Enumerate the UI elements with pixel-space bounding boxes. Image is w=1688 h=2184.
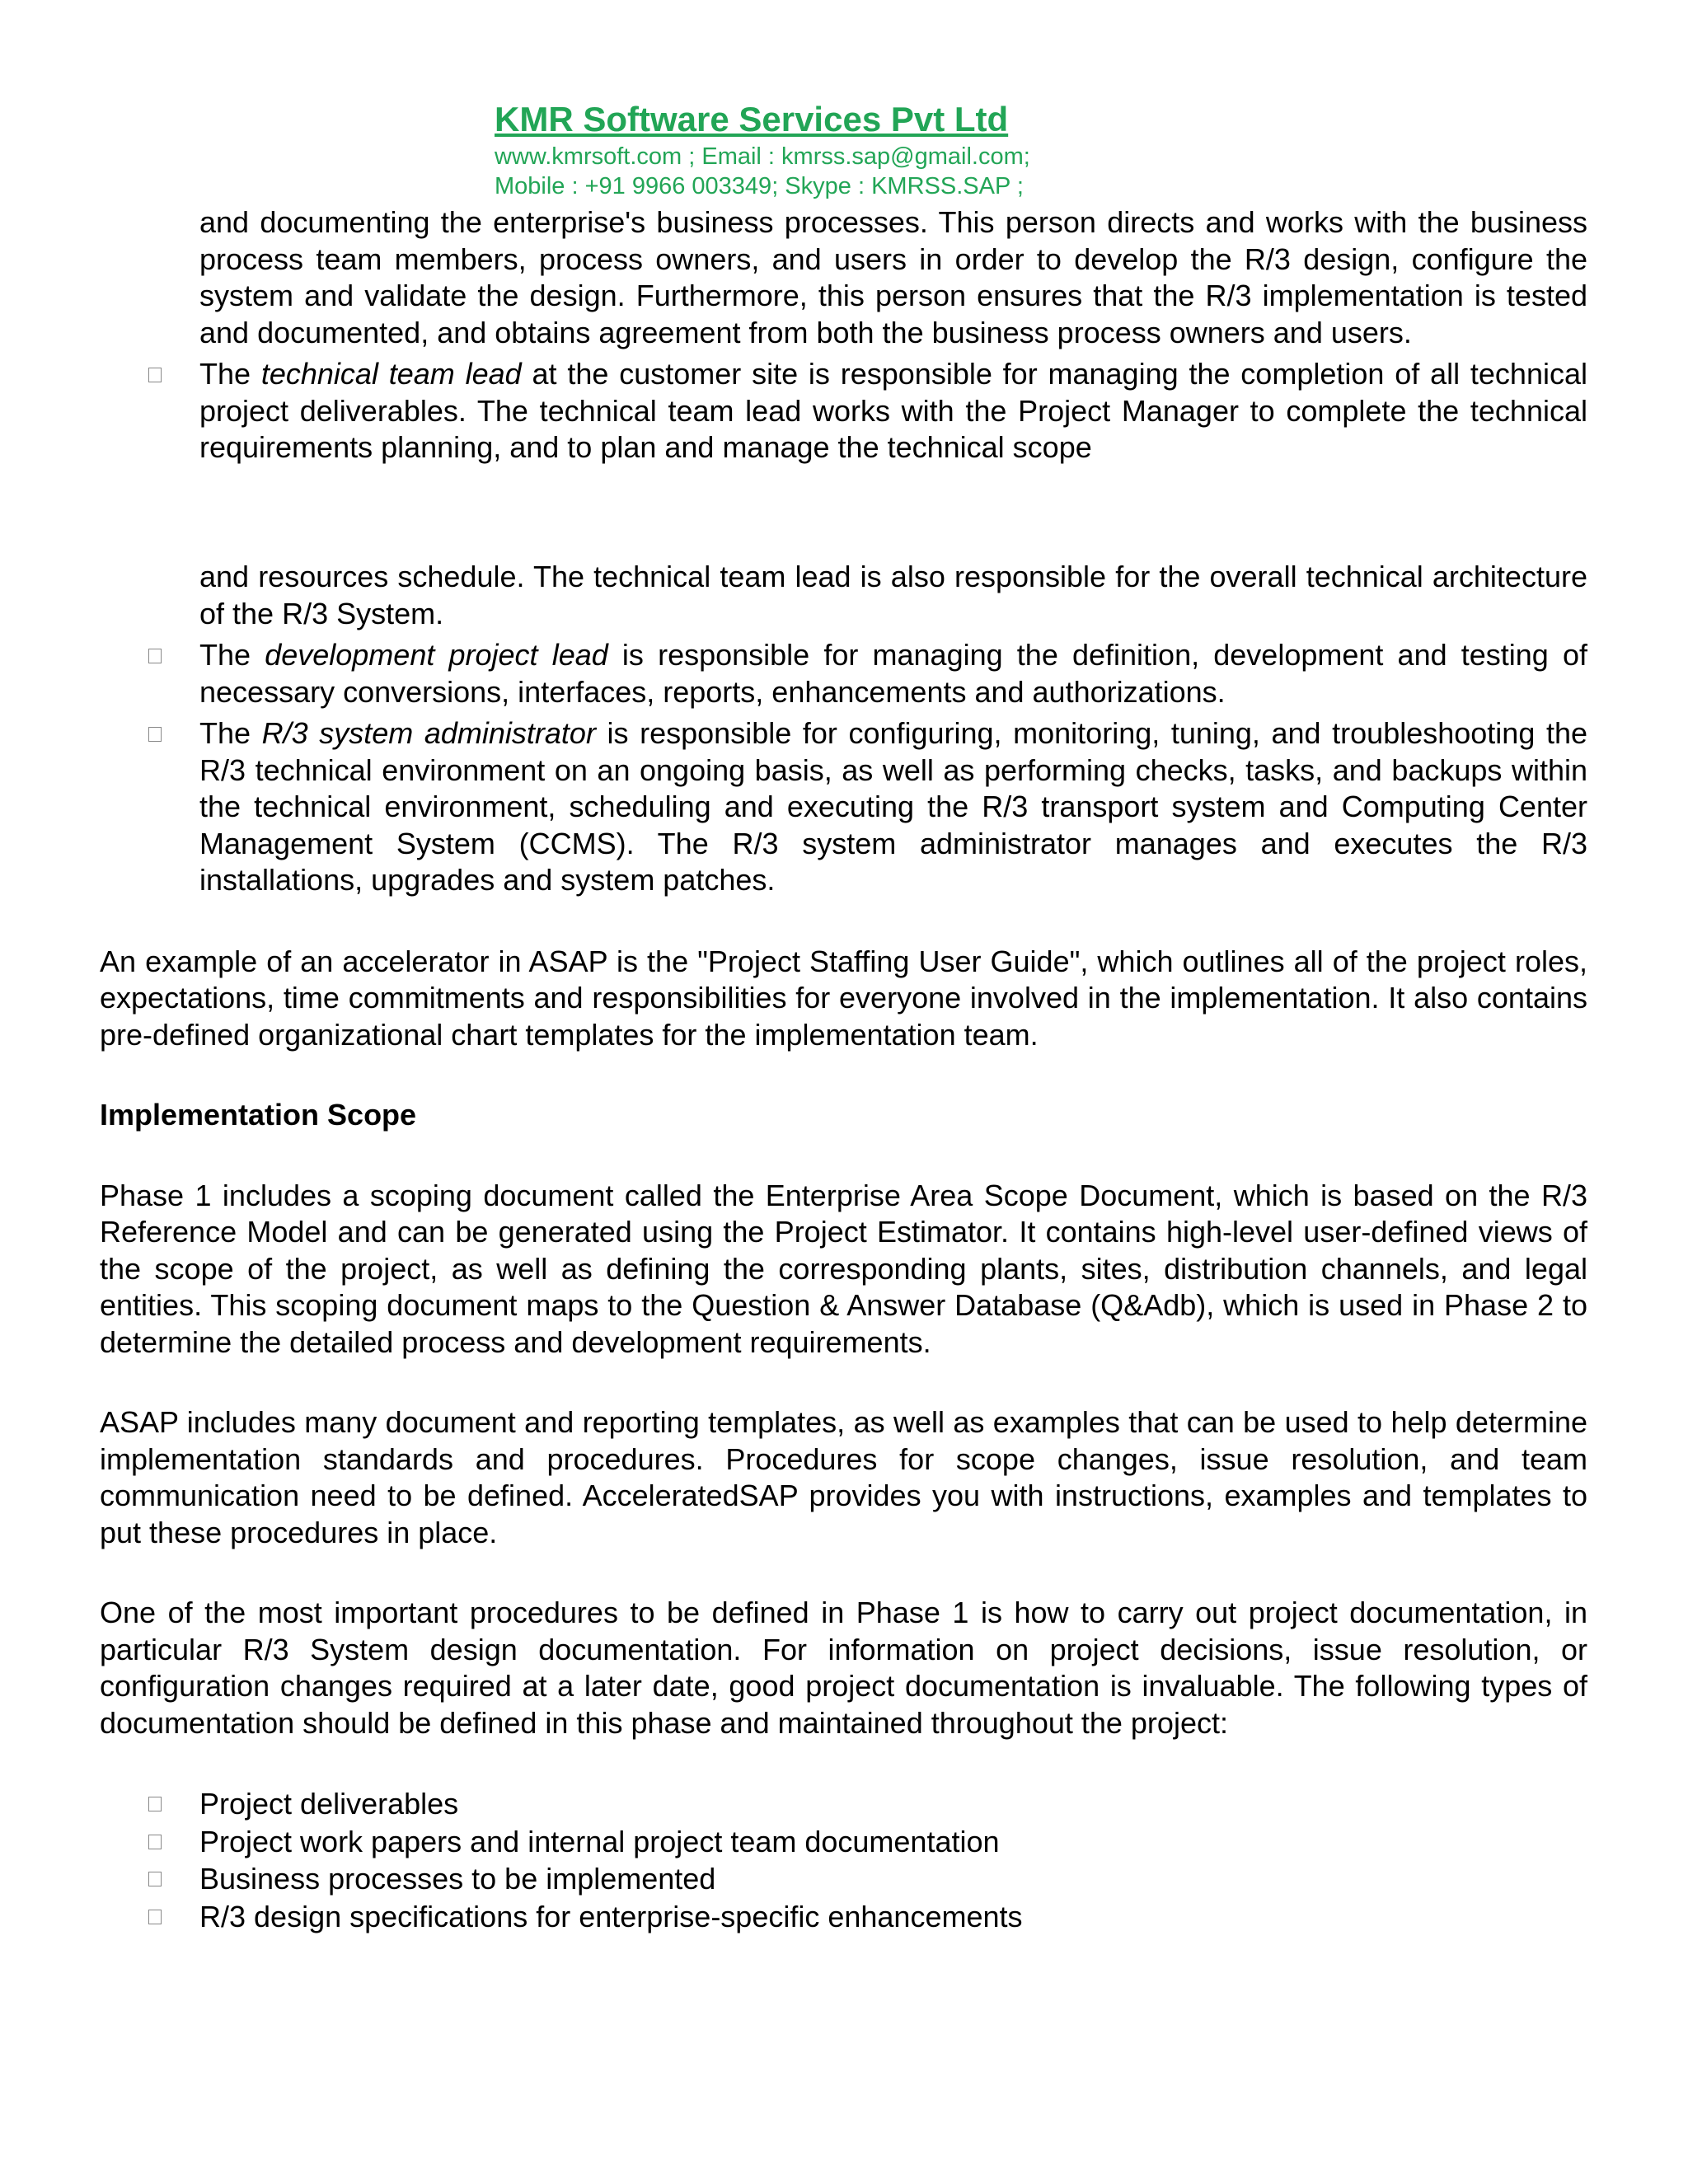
- process-lead-continuation: and documenting the enterprise's business processes. This person directs and works with the business process team members, process owners, and users in order to develop the R/3 design, configure the system and validate the design. Furthermore, this person ensures that the R/3 implementation is tested and documented, and obtains agreement from both the business process owners and users.: [199, 205, 1587, 349]
- list-item: Project deliverables: [199, 1785, 1587, 1823]
- documentation-paragraph: One of the most important procedures to be defined in Phase 1 is how to carry out project documentation, in particular R/3 System design documentation. For information on project decisions, issue resolution, or configuration changes required at a later date, good project documentation is invaluable. The following types of documentation should be defined in this phase and maintained throughout the project:: [100, 1596, 1587, 1740]
- roles-section-top: [100, 204, 1587, 466]
- system-administrator-paragraph: The R/3 system administrator is responsible for configuring, monitoring, tuning, and troubleshooting the R/3 technical environment on an ongoing basis, as well as performing checks, tasks, and backups within the technical environment, scheduling and executing the R/3 transport system and Computing Center Management System (CCMS). The R/3 system administrator manages and executes the R/3 installations, upgrades and system patches.: [199, 716, 1587, 897]
- list-item: [199, 637, 1587, 710]
- section-heading: Implementation Scope: [100, 1098, 417, 1132]
- role-development-project-lead: development project lead: [265, 638, 608, 672]
- role-r3-system-administrator: R/3 system administrator: [261, 716, 596, 750]
- roles-section-bottom: [100, 559, 1587, 1935]
- contact-phone-skype: Mobile : +91 9966 003349; Skype : KMRSS.SAP ;: [495, 173, 1024, 199]
- company-name: KMR Software Services Pvt Ltd: [495, 100, 1009, 138]
- letterhead: [495, 97, 1030, 201]
- phase1-paragraph: Phase 1 includes a scoping document called the Enterprise Area Scope Document, which is based on the R/3 Reference Model and can be generated using the Project Estimator. It contains high-level user-defined views of the scope of the project, as well as defining the corresponding plants, sites, distribution channels, and legal entities. This scoping document maps to the Question & Answer Database (Q&Adb), which is used in Phase 2 to determine the detailed process and development requirements.: [100, 1178, 1587, 1359]
- list-item: Business processes to be implemented: [199, 1860, 1587, 1898]
- list-item: [199, 715, 1587, 899]
- role-technical-team-lead: technical team lead: [260, 357, 522, 391]
- bullet-icon: [148, 1872, 162, 1886]
- bullet-icon: [148, 1835, 162, 1849]
- asap-templates-paragraph: ASAP includes many document and reporting templates, as well as examples that can be used to help determine implementation standards and procedures. Procedures for scope changes, issue resolution, and team communication need to be defined. AcceleratedSAP provides you with instructions, examples and templates to put these procedures in place.: [100, 1405, 1587, 1549]
- accelerator-paragraph: An example of an accelerator in ASAP is the "Project Staffing User Guide", which outlines all of the project roles, expectations, time commitments and responsibilities for everyone involved in the implementation. It also contains pre-defined organizational chart templates for the implementation team.: [100, 944, 1587, 1052]
- bullet-icon: [148, 649, 162, 663]
- documentation-types-list: [100, 1785, 1587, 1935]
- technical-lead-continuation: and resources schedule. The technical team lead is also responsible for the overall technical architecture of the R/3 System.: [199, 560, 1587, 630]
- bullet-icon: [148, 727, 162, 742]
- technical-lead-paragraph: The technical team lead at the customer site is responsible for managing the completion of all technical project deliverables. The technical team lead works with the Project Manager to complete the technical requirements planning, and to plan and manage the technical scope: [199, 357, 1587, 464]
- list-item: [199, 356, 1587, 466]
- development-lead-paragraph: The development project lead is responsible for managing the definition, development and testing of necessary conversions, interfaces, reports, enhancements and authorizations.: [199, 638, 1588, 709]
- bullet-icon: [148, 368, 162, 382]
- contact-web-email: www.kmrsoft.com ; Email : kmrss.sap@gmail.com;: [495, 143, 1030, 170]
- list-item: Project work papers and internal project team documentation: [199, 1823, 1587, 1861]
- list-item: R/3 design specifications for enterprise-specific enhancements: [199, 1898, 1587, 1936]
- bullet-icon: [148, 1910, 162, 1924]
- bullet-icon: [148, 1797, 162, 1811]
